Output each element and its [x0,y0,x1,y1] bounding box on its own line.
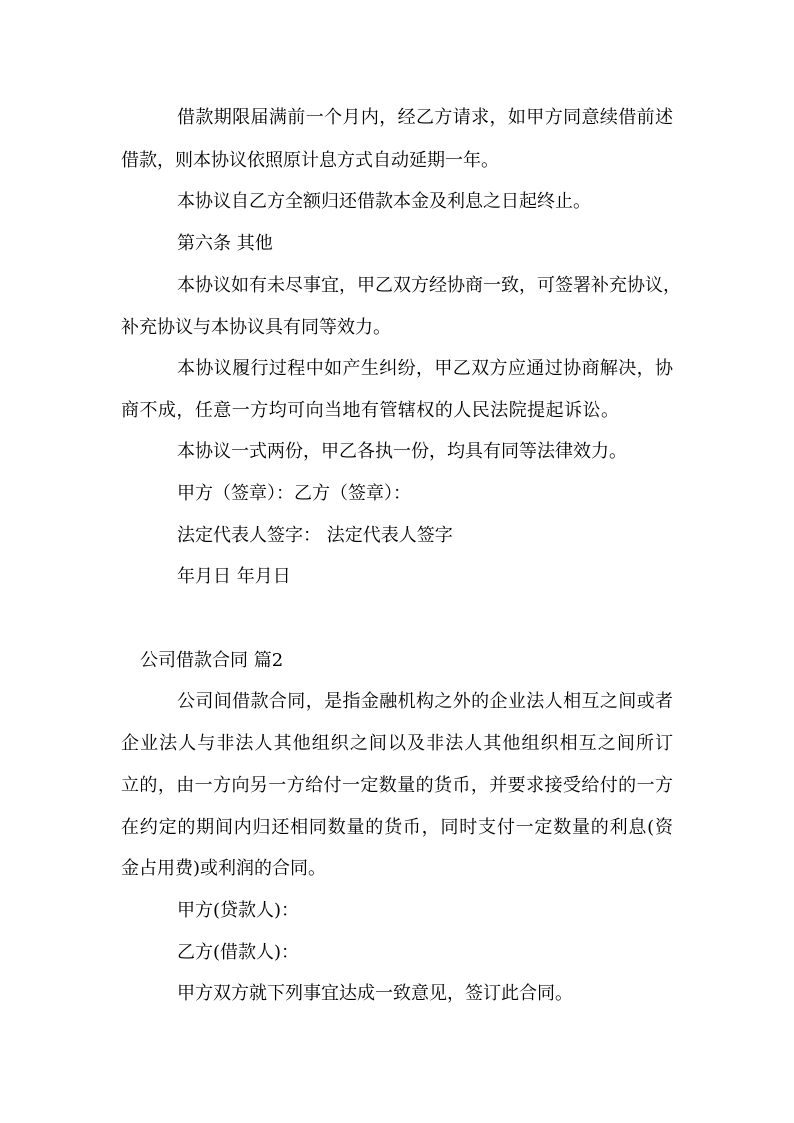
paragraph-line: 甲方双方就下列事宜达成一致意见，签订此合同。 [177,983,573,1004]
party-line: 乙方(借款人)： [177,942,300,963]
paragraph-line: 本协议如有未尽事宜，甲乙双方经协商一致，可签署补充协议， [177,275,681,296]
signature-line: 法定代表人签字： 法定代表人签字 [177,525,453,546]
paragraph-line: 本协议履行过程中如产生纠纷，甲乙双方应通过协商解决，协 [177,358,673,379]
paragraph-line: 商不成，任意一方均可向当地有管辖权的人民法院提起诉讼。 [121,400,619,421]
paragraph-line: 借款，则本协议依照原计息方式自动延期一年。 [121,150,499,171]
paragraph-line: 补充协议与本协议具有同等效力。 [121,317,391,338]
paragraph-line: 金占用费)或利润的合同。 [121,858,327,879]
party-line: 甲方(贷款人)： [177,900,300,921]
paragraph-line: 在约定的期间内归还相同数量的货币，同时支付一定数量的利息(资 [121,817,673,838]
paragraph-line: 借款期限届满前一个月内，经乙方请求，如甲方同意续借前述 [177,107,673,128]
paragraph-line: 本协议一式两份，甲乙各执一份，均具有同等法律效力。 [177,441,627,462]
section-title: 公司借款合同 篇2 [140,650,284,671]
article-heading: 第六条 其他 [177,233,273,254]
paragraph-line: 立的，由一方向另一方给付一定数量的货币，并要求接受给付的一方 [121,775,673,796]
signature-line: 甲方（签章）：乙方（签章）： [177,483,411,504]
paragraph-line: 企业法人与非法人其他组织之间以及非法人其他组织相互之间所订 [121,733,673,754]
paragraph-line: 本协议自乙方全额归还借款本金及利息之日起终止。 [177,191,591,212]
date-line: 年月日 年月日 [177,566,291,587]
paragraph-line: 公司间借款合同，是指金融机构之外的企业法人相互之间或者 [177,691,673,712]
